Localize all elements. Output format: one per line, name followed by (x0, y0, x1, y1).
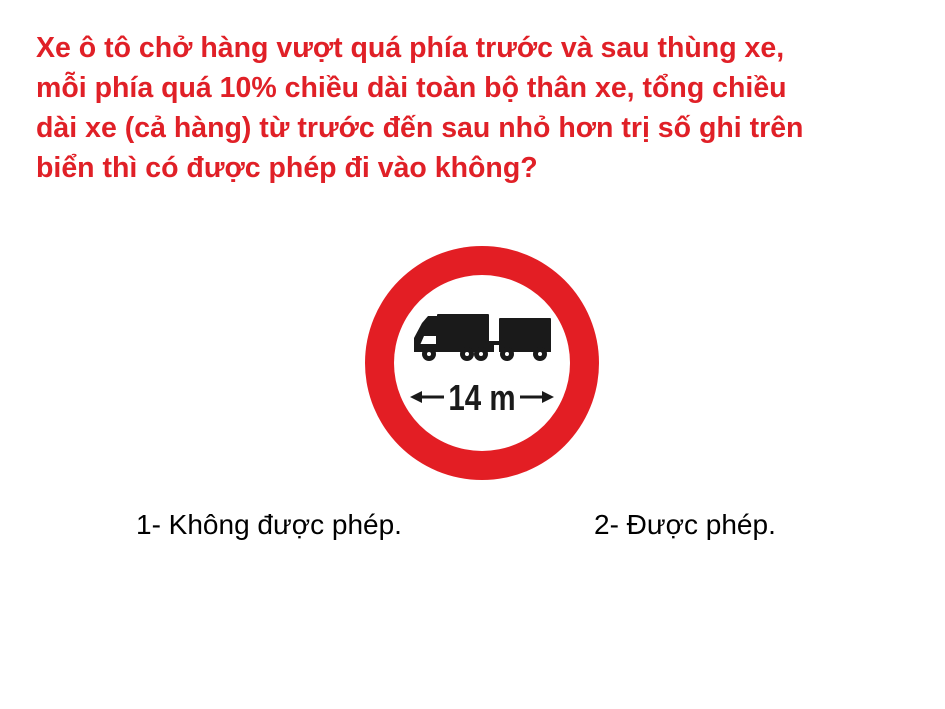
answer-option-1[interactable]: 1- Không được phép. (136, 509, 402, 540)
answer-option-2[interactable]: 2- Được phép. (594, 509, 776, 540)
length-limit-text: 14 m (448, 377, 516, 418)
sign-graphic (364, 245, 600, 481)
sign-white-center (394, 275, 570, 451)
traffic-sign (364, 245, 600, 481)
question-text: Xe ô tô chở hàng vượt quá phía trước và sau thùng xe, mỗi phía quá 10% chiều dài toàn bộ thân xe, tổng chiều dài xe (cả hàng) từ trước đến sau nhỏ hơn trị số ghi trên biển thì có được phép đi vào không? (36, 32, 804, 184)
